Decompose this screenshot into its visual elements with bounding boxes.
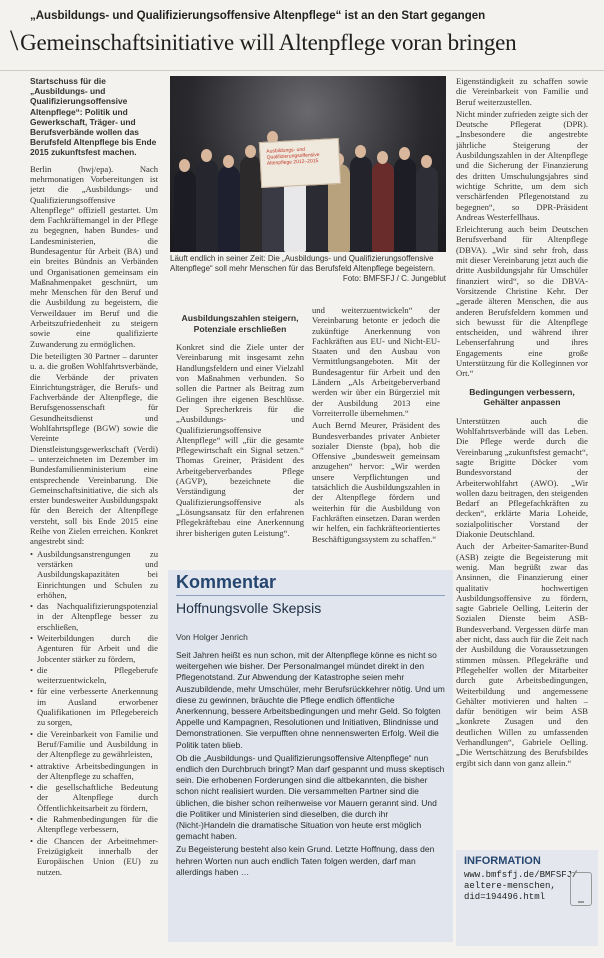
initiative-sign: Ausbildungs- und Qualifizierungsoffensive Altenpflege 2012–2015 bbox=[259, 138, 341, 188]
lead-paragraph: Startschuss für die „Ausbildungs- und Qualifizierungsoffensive Altenpflege“: Politik und Gewerkschaft, Träger- und Berufsverbände wollen das Berufsfeld Altenpflege bis Ende 2015 zukunftsfest machen. bbox=[30, 76, 157, 158]
article-kicker: „Ausbildungs- und Qualifizierungsoffensive Altenpflege“ ist an den Start gegangen bbox=[30, 10, 486, 22]
body-paragraph: Auch Bernd Meurer, Präsident des Bundesverbandes privater Anbieter sozialer Dienste (bpa), hob die Offensive „bundesweit gemeinsam anzugehen“ hervor: „Wir werden unsere Verpflichtungen und tatsächlich die Ausbildungszahlen in der Altenpflege fördern und weiterhin für die Ausbildung von Fachkräften einsetzen. Daran werden wir helfen, ein fachkräfteorientiertes Beschäftigungssystem zu schaffen.“ bbox=[312, 420, 440, 544]
commentary-box bbox=[168, 570, 453, 942]
phone-icon bbox=[570, 872, 592, 906]
list-item: • die Rahmenbedingungen für die Altenpflege verbessern, bbox=[30, 814, 158, 835]
column-3 bbox=[456, 76, 588, 846]
info-box bbox=[456, 850, 598, 946]
info-link-line: www.bmfsfj.de/BMFSFJ/ bbox=[464, 870, 578, 880]
article-headline bbox=[10, 24, 600, 58]
column-1 bbox=[30, 76, 158, 956]
body-paragraph: Seit Jahren heißt es nun schon, mit der Altenpflege könne es nicht so weitergehen wie bisher. Der Personalmangel mündet direkt in den Pflegenotstand. Zur Abwendung der Katastrophe seien mehr Auszubildende, mehr Umschüler, mehr Berufsrückkehrer nötig. Und um diese zu gewinnen, bräuchte die Pflege endlich öffentliche Anerkennung, bessere Arbeitsbedingungen und mehr Geld. So folgten Appelle und Kampagnen, Resolutionen und Initiativen, Blindnisse und Demonstrationen. Sie verpufften ohne nennenswerten Erfolg. Weil die Politik taten blieb. bbox=[176, 650, 445, 750]
column-2b bbox=[312, 305, 440, 567]
commentary-subtitle: Hoffnungsvolle Skepsis bbox=[176, 600, 322, 616]
body-paragraph: Nicht minder zufrieden zeigte sich der Deutsche Pflegerat (DPR). „Insbesondere die angestrebte jährliche Steigerung der Ausbildungszahlen in der Altenpflege und die Sicherung der Finanzierung des dritten Umschulungsjahres sind wichtige Schritte, um dem sich verschärfenden Pflegenotstand zu begegnen“, so DPR-Präsident Andreas Westerfellhaus. bbox=[456, 108, 588, 222]
list-item: • die Vereinbarkeit von Familie und Beruf/Familie und Ausbildung in der Altenpflege zu gewährleisten, bbox=[30, 729, 158, 760]
subheading: Bedingungen verbessern, Gehälter anpassen bbox=[469, 386, 575, 408]
info-link-line: aeltere-menschen, bbox=[464, 881, 556, 891]
body-paragraph: Erleichterung auch beim Deutschen Berufsverband für Altenpflege (DBVA). „Wir sind sehr froh, dass mit dieser Vereinbarung jetzt auch die dritte Ausbildungsjahr für Umschüler finanziert wird“, so die DBVA-Vorsitzende Christine Kehr. Der „gerade älteren Menschen, die aus anderen Berufsfeldern kommen und sich bewusst für die Altenpflege entscheiden, und während ihrer Lebenserfahrung und ihres Engagements eine große Unterstützung für die Kolleginnen vor Ort.“ bbox=[456, 224, 588, 379]
body-paragraph: Unterstützen auch die Wohlfahrtsverbände will das Leben. Die Pflege werde durch die Vereinbarung „zukunftsfest gemacht“, sagte Brigitte Döcker vom Bundesvorstand der Arbeiterwohlfahrt (AWO). „Wir wollen dazu beitragen, den steigenden Bedarf an Pflegefachkräften zu decken“, erklärte Maria Loheide, sozialpolitischer Vorstand der Diakonie Deutschland. bbox=[456, 415, 588, 540]
subheading: Ausbildungszahlen steigern, Potenziale erschließen bbox=[181, 313, 299, 334]
body-paragraph: Die beteiligten 30 Partner – darunter u. a. die großen Wohlfahrtsverbände, die Verbände der privaten Einrichtungsträger, die Berufs- und Fachverbände der Altenpflege, die Berufsgenossenschaft für Gesundheitsdienst und Wohlfahrtspflege (BGW) sowie die Vereinte Dienstleistungsgewerkschaft (Verdi) – unterzeichneten im Dezember im Bundesfamilienministerium eine entsprechende Vereinbarung. Die Gemeinschaftsinitiative, die sich als erster bundesweiter Ausbildungspakt für den Bereich der Altenpflege versteht, soll bis Ende 2015 eine Reihe von Zielen erreichen. Konkret angestrebt sind: bbox=[30, 350, 158, 547]
body-paragraph: Berlin (hwj/epa). Nach mehrmonatigen Vorbereitungen ist jetzt die „Ausbildungs- und Qualifizierungsoffensive Altenpflege“ offiziell gestartet. Um dem Fachkräftemangel in der Pflege zu begegnen, haben Bundes- und Landesministerien, die Bundesagentur für Arbeit (BA) und ein breites Bündnis an Verbänden und Organisationen gemeinsam ein Maßnahmenpaket geschnürt, um mehr Menschen für den Beruf und die Ausbildung zu begeistern, die Verweildauer im Beruf und die Arbeitszufriedenheit zu steigern sowie eine qualifizierte Zuwanderung zu ermöglichen. bbox=[30, 163, 158, 349]
list-item: • das Nachqualifizierungspotenzial in der Altenpflege besser zu erschließen, bbox=[30, 601, 158, 632]
body-paragraph: und weiterzuentwickeln“ der Vereinbarung betonte er jedoch die zukünftige Anerkennung von Fachkräften aus EU- und Nicht-EU-Staaten und den Ausbau von Vermittlungsangeboten. Mit der Bundesagentur für Arbeit und den Ländern „Als Arbeitgeberverband werden wir über ein Bürgerziel mit der Ausbildung 2013 eine Vorreiterrolle übernehmen.“ bbox=[312, 305, 440, 418]
list-item: • die gesellschaftliche Bedeutung der Altenpflege durch Öffentlichkeitsarbeit zu fördern, bbox=[30, 782, 158, 813]
body-paragraph: Konkret sind die Ziele unter der Vereinbarung mit insgesamt zehn Handlungsfeldern und einer Vielzahl von Maßnahmen verbunden. So sollen die Partner als Beitrag zum Gelingen ihre eigenen Beschlüsse. Der Sprecherkreis für die „Ausbildungs- und Qualifizierungsoffensive Altenpflege“ will „für die gesamte Pflegewirtschaft ein Signal setzen.“ Thomas Greiner, Präsident des Arbeitgeberverbandes Pflege (AGVP), bezeichnete die Verständigung der Qualifizierungsoffensive als „Lösungsansatz für den erfahrenen Pflegekräftebau eine Anerkennung ihrer bisherigen guten Leistung“. bbox=[176, 342, 304, 538]
list-item: • die Pflegeberufe weiterzuentwickeln, bbox=[30, 665, 158, 686]
photo-caption bbox=[170, 254, 446, 284]
list-item: • Ausbildungsanstrengungen zu verstärken und Ausbildungskapazitäten bei Einrichtungen und Schulen zu erhöhen, bbox=[30, 549, 158, 600]
info-heading: INFORMATION bbox=[464, 855, 541, 867]
list-item: • für eine verbesserte Anerkennung im Ausland erworbener Qualifikationen im Pflegebereich zu sorgen, bbox=[30, 686, 158, 727]
goals-list bbox=[30, 549, 158, 877]
info-link-line: did=194496.html bbox=[464, 892, 546, 902]
column-2a bbox=[176, 305, 304, 567]
body-paragraph: Auch der Arbeiter-Samariter-Bund (ASB) zeigte die Begeisterung mit wenig. Man begrüßt zwar das Ansinnen, die Finanzierung einer qualitativ hochwertigen Ausbildungsoffensive zu fördern, sagte Gabriele Oelling, Leiterin der Sozialen Dienste beim ASB-Bundesverband. Vergessen dürfe man aber nicht, dass auch für die Zeit nach der Ausbildung die Voraussetzungen stimmen müssen. Pflegekräfte und Pflegehelfer wollen der Mitarbeiter durch gute Arbeitsbedingungen, Weiterbildung und angemessene Gehälter motivieren und halten – dafür benötigen wir beim ASB „konkrete Zusagen und den deutlichen Willen zu umfassenden Verhandlungen“, Gabriele Oelling. „Die Wertschätzung des Berufsbildes ergibt sich dann von ganz allein.“ bbox=[456, 541, 588, 768]
body-paragraph: Ob die „Ausbildungs- und Qualifizierungsoffensive Altenpflege“ nun endlich den Durchbruch bringt? Man darf gespannt und muss skeptisch sein. Die erhobenen Forderungen sind die altbekannten, die bisher schon nicht realisiert wurden. Die versammelten Partner sind die üblichen, die bisher schon reihenweise vor Mauern gerannt sind. Und die Politiker und Ministerien sind dieselben, die durch ihr (Nicht-)Handeln die dramatische Situation von heute erst möglich gemacht haben. bbox=[176, 752, 445, 842]
list-item: • die Chancen der Arbeitnehmer-Freizügigkeit innerhalb der Europäischen Union (EU) zu nutzen. bbox=[30, 836, 158, 877]
headline-divider bbox=[0, 70, 604, 71]
commentary-title: Kommentar bbox=[176, 572, 277, 592]
commentary-body bbox=[176, 650, 446, 880]
list-item: • attraktive Arbeitsbedingungen in der Altenpflege zu schaffen, bbox=[30, 761, 158, 782]
caption-text: Läuft endlich in seiner Zeit: Die „Ausbildungs- und Qualifizierungsoffensive Altenpflege“ soll mehr Menschen für das Berufsfeld Altenpflege begeistern. bbox=[170, 254, 436, 273]
photo-credit: Foto: BMFSFJ / C. Jungeblut bbox=[342, 274, 446, 283]
list-item: • Weiterbildungen durch die Agenturen für Arbeit und die Jobcenter stärker zu fördern, bbox=[30, 633, 158, 664]
commentary-divider bbox=[176, 595, 445, 596]
body-paragraph: Zu Begeisterung besteht also kein Grund. Letzte Hoffnung, dass den hehren Worten nun auch endlich Taten folgen werden, darf man allerdings haben … bbox=[176, 844, 435, 877]
commentary-author: Von Holger Jenrich bbox=[176, 632, 248, 642]
body-paragraph: Eigenständigkeit zu schaffen sowie die Vereinbarkeit von Familie und Beruf weiterzustellen. bbox=[456, 76, 588, 107]
group-photo bbox=[170, 76, 446, 252]
margin-mark-icon: \ bbox=[10, 24, 19, 57]
headline-text: Gemeinschaftsinitiative will Altenpflege voran bringen bbox=[20, 30, 517, 55]
